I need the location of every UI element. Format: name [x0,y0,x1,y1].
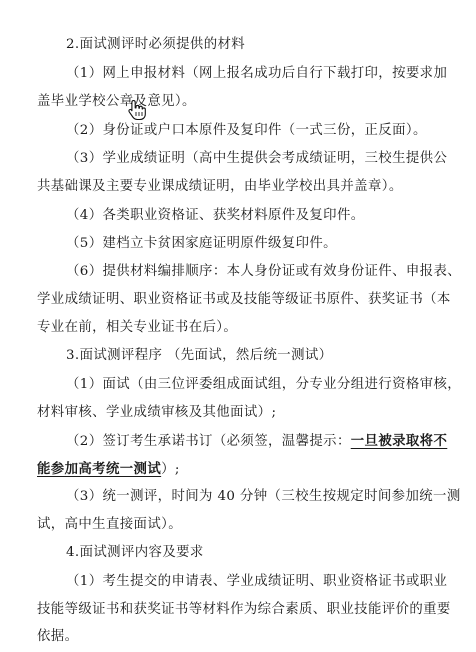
hand-pointer-icon [127,99,147,121]
section-3-heading: 3.面试测评程序 （先面试，然后统一测试） [66,348,333,363]
section-2-item-3-line-2: 共基础课及主要专业课成绩证明，由毕业学校出具并盖章）。 [37,179,403,194]
section-2-item-6-line-3: 专业在前，相关专业证书在后）。 [37,320,238,335]
section-3-item-2-tail: ）; [161,462,180,477]
section-3-item-3-line-1: （3）统一测评，时间为 40 分钟（三校生按规定时间参加统一测 [66,489,461,504]
section-3-item-2-line-2 [0,459,476,480]
section-3-item-2-text: （2）签订考生承诺书订（必须签，温馨提示： [66,434,351,449]
section-4-item-1-line-2: 技能等级证书和获奖证书等材料作为综合素质、职业技能评价的重要 [37,602,451,617]
section-2-item-1-line-1: （1）网上申报材料（网上报名成功后自行下载打印，按要求加 [66,66,448,81]
warning-emphasis-part-1: 一旦被录取将不 [350,433,448,449]
section-2-item-6-line-2: 学业成绩证明、职业资格证书或及技能等级证书原件、获奖证书（本 [37,292,451,307]
section-2-heading: 2.面试测评时必须提供的材料 [66,37,246,52]
section-2-item-3-line-1: （3）学业成绩证明（高中生提供会考成绩证明，三校生提供公 [66,151,448,166]
section-4-heading: 4.面试测评内容及要求 [66,545,204,560]
section-3-item-1-line-1: （1）面试（由三位评委组成面试组，分专业分组进行资格审核， [66,377,462,392]
section-3-item-1-line-2: 材料审核、学业成绩审核及其他面试）; [37,405,277,420]
section-4-item-1-line-3: 依据。 [37,629,79,644]
section-2-item-5: （5）建档立卡贫困家庭证明原件级复印件。 [66,236,337,251]
section-2-item-6-line-1: （6）提供材料编排顺序：本人身份证或有效身份证件、申报表、 [66,264,462,279]
section-4-item-1-line-1: （1）考生提交的申请表、学业成绩证明、职业资格证书或职业 [66,574,448,589]
section-2-item-4: （4）各类职业资格证、获奖材料原件及复印件。 [66,208,365,223]
warning-emphasis-part-2: 能参加高考统一测试 [37,461,162,477]
section-2-item-1-line-2: 盖毕业学校公章及意见）。 [37,94,196,109]
section-2-item-2: （2）身份证或户口本原件及复印件（一式三份，正反面）。 [66,123,427,138]
section-3-item-2-line-1 [0,431,476,452]
section-3-item-3-line-2: 试，高中生直接面试）。 [37,517,182,532]
